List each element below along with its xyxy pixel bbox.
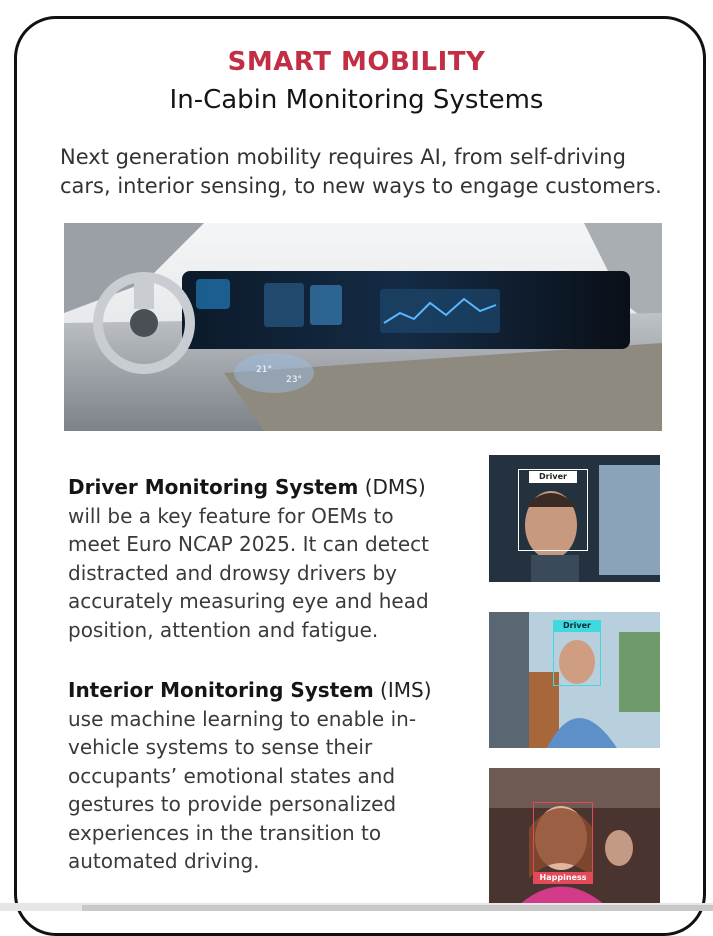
section-eyebrow: SMART MOBILITY (227, 47, 486, 77)
dashboard-illustration (64, 223, 662, 431)
ims-body-line: automated driving. (68, 849, 260, 873)
passenger-emotion-image (489, 768, 660, 905)
emotion-tag: Happiness (533, 872, 593, 884)
horizontal-scrollbar-thumb[interactable] (82, 905, 713, 911)
ims-body-line: occupants’ emotional states and (68, 763, 396, 788)
driver-tag: Driver (529, 471, 577, 483)
page-title: In-Cabin Monitoring Systems (169, 85, 544, 115)
dms-body-line: meet Euro NCAP 2025. It can detect (68, 532, 429, 556)
temp-left-label: 21° (256, 365, 272, 375)
dms-body-line: distracted and drowsy drivers by (68, 560, 398, 585)
driver-car-image (489, 612, 660, 748)
ims-abbr: (IMS) (380, 678, 432, 702)
ims-body-line: experiences in the transition to (68, 820, 382, 845)
ims-heading: Interior Monitoring System (68, 678, 374, 702)
dms-heading-line (68, 473, 458, 502)
ims-section (68, 676, 458, 876)
ims-body-line: gestures to provide personalized (68, 792, 397, 816)
ims-body-line: vehicle systems to sense their (68, 735, 373, 759)
dms-abbr: (DMS) (364, 475, 426, 499)
intro-line: cars, interior sensing, to new ways to engage customers. (60, 174, 662, 198)
temp-right-label: 23° (286, 375, 302, 385)
driver-tag: Driver (553, 620, 601, 632)
intro-line: Next generation mobility requires AI, from self-driving (60, 145, 626, 169)
dms-body-line: accurately measuring eye and head (68, 589, 429, 613)
dms-heading: Driver Monitoring System (68, 475, 359, 499)
ims-body-line: use machine learning to enable in- (68, 706, 417, 731)
dms-section (68, 473, 458, 644)
face-detection-box (533, 802, 593, 874)
driver-face-image (489, 455, 660, 582)
intro-paragraph (60, 143, 670, 201)
dashboard-image (64, 223, 662, 431)
dms-body-line: will be a key feature for OEMs to (68, 503, 394, 528)
face-detection-box (553, 630, 601, 686)
dms-body-line: position, attention and fatigue. (68, 617, 379, 642)
ims-heading-line (68, 676, 458, 705)
